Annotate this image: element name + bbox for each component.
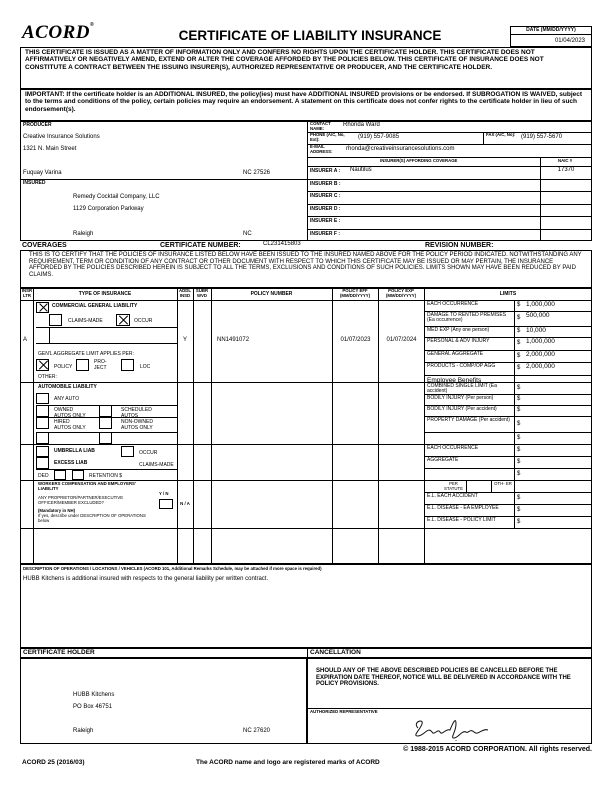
auth-rep-label: AUTHORIZED REPRESENTATIVE: [310, 709, 378, 714]
insured-name: Remedy Cocktail Company, LLC: [73, 194, 160, 200]
contact-email: rhonda@creativeinsurancesolutions.com: [346, 146, 455, 152]
col-subr: SUBR WVD: [195, 288, 209, 298]
limit-dollar: $: [517, 365, 521, 371]
limit-label: EACH OCCURRENCE: [427, 300, 479, 307]
insurer-label: INSURER C :: [310, 193, 341, 199]
naic-label: NAIC #: [558, 158, 573, 163]
limit-dollar: $: [517, 494, 521, 501]
coverages-label: COVERAGES: [22, 242, 67, 249]
limit-dollar: $: [517, 302, 521, 308]
footer-trademark: The ACORD name and logo are registered marks of ACORD: [196, 759, 380, 766]
workers-mandatory: (Mandatory in NH): [38, 508, 75, 513]
insured-address: 1129 Corporation Parkway: [73, 206, 144, 212]
insurers-header: INSURER(S) AFFORDING COVERAGE: [380, 158, 458, 163]
limit-dollar: $: [517, 396, 521, 402]
contact-name-label: CONTACT NAME:: [310, 121, 331, 131]
contact-name: Rhonda Ward: [343, 122, 380, 128]
claims-made-checkbox[interactable]: [49, 314, 62, 326]
ded-checkbox[interactable]: [54, 470, 66, 480]
insurer-naic: 17370: [557, 167, 575, 173]
limit-label: MED EXP (Any one person): [427, 326, 490, 333]
excess-checkbox[interactable]: [36, 457, 49, 469]
scheduled-autos-checkbox[interactable]: [99, 405, 112, 417]
oth-er: OTH- ER: [494, 481, 512, 486]
per-statute: PER STATUTE: [444, 481, 463, 491]
workers-title: WORKERS COMPENSATION AND EMPLOYERS' LIABILITY: [38, 481, 136, 491]
insurer-label: INSURER F :: [310, 230, 340, 237]
limit-label: E.L. DISEASE - EA EMPLOYEE: [427, 504, 499, 511]
insured-label: INSURED: [23, 180, 46, 186]
limit-dollar: $: [517, 518, 521, 525]
signature: [410, 714, 495, 742]
umbrella-occur-checkbox[interactable]: [121, 446, 134, 457]
hired-autos-checkbox[interactable]: [36, 417, 49, 429]
gl-claims-made-label: CLAIMS-MADE: [68, 318, 103, 324]
limit-value: 1,000,000: [526, 338, 555, 345]
limit-value: 500,000: [526, 312, 550, 319]
col-eff: POLICY EFF (MM/DD/YYYY): [339, 288, 371, 298]
limit-label: BODILY INJURY (Per person): [427, 394, 494, 401]
holder-state-zip: NC 27620: [243, 728, 271, 734]
contact-email-label: E-MAIL ADDRESS:: [310, 144, 333, 154]
cert-number-label: CERTIFICATE NUMBER:: [160, 242, 241, 249]
ded-label: DED: [38, 473, 49, 479]
notice-main: THIS CERTIFICATE IS ISSUED AS A MATTER OF INFORMATION ONLY AND CONFERS NO RIGHTS UPON THE CERTIFICATE HOLDER. THIS CERTIFICATE DOES NOT AFFIRMATIVELY OR NEGATIVELY AMEND, EXTEND OR ALTER THE COVERAGE AFFORDED BY THE POLICIES BELOW. THIS CERTIFICATE OF INSURANCE DOES NOT CONSTITUTE A CONTRACT BETWEEN THE ISSUING INSURER(S), AUTHORIZED REPRESENTATIVE OR PRODUCER, AND THE CERTIFICATE HOLDER.: [20, 47, 592, 89]
col-type: TYPE OF INSURANCE: [78, 291, 132, 297]
contact-fax: (919) 557-5670: [521, 134, 563, 140]
workers-proprietor-box[interactable]: [159, 499, 173, 509]
loc-checkbox[interactable]: [121, 359, 134, 371]
limit-dollar: $: [517, 328, 521, 334]
limit-label: EACH OCCURRENCE: [427, 444, 479, 451]
description-label: DESCRIPTION OF OPERATIONS / LOCATIONS / VEHICLES (ACORD 101, Additional Remarks Schedule, may be attached if more space is required): [23, 566, 322, 571]
non-owned-autos-checkbox[interactable]: [99, 417, 112, 429]
limit-dollar: $: [517, 458, 521, 465]
producer-name: Creative Insurance Solutions: [23, 134, 100, 140]
limit-label: COMBINED SINGLE LIMIT (Ea accident): [427, 382, 497, 394]
col-exp: POLICY EXP (MM/DD/YYYY): [385, 288, 417, 298]
gl-exp: 01/07/2024: [386, 337, 417, 343]
footer-copyright: © 1988-2015 ACORD CORPORATION. All rights reserved.: [403, 746, 592, 753]
gl-title: COMMERCIAL GENERAL LIABILITY: [52, 303, 138, 309]
gl-insr-ltr: A: [23, 337, 28, 343]
limit-label: PRODUCTS - COMP/OP AGG: [427, 362, 496, 369]
gl-occur-label: OCCUR: [134, 318, 153, 324]
gl-loc-label: LOC: [140, 364, 151, 370]
limit-dollar: $: [517, 470, 521, 477]
cert-number: CL231415803: [263, 241, 301, 247]
retention-label: RETENTION $: [89, 473, 123, 479]
non-owned-autos-label: NON-OWNED AUTOS ONLY: [121, 419, 153, 431]
any-auto-checkbox[interactable]: [36, 393, 49, 404]
limit-label: E.L. DISEASE - POLICY LIMIT: [427, 516, 496, 523]
cancellation-text: SHOULD ANY OF THE ABOVE DESCRIBED POLICIES BE CANCELLED BEFORE THE EXPIRATION DATE THEREOF, NOTICE WILL BE DELIVERED IN ACCORDANCE WITH THE POLICY PROVISIONS.: [316, 668, 571, 688]
cancellation-label: CANCELLATION: [310, 649, 361, 656]
limit-label: BODILY INJURY (Per accident): [427, 405, 497, 412]
holder-header: [20, 648, 592, 658]
hired-autos-label: HIRED AUTOS ONLY: [54, 419, 86, 431]
umbrella-label: UMBRELLA LIAB: [54, 448, 95, 454]
producer-state-zip: NC 27526: [243, 170, 271, 176]
gl-aggregate-label: GEN'L AGGREGATE LIMIT APPLIES PER:: [38, 351, 134, 357]
owned-autos-checkbox[interactable]: [36, 405, 49, 417]
umbrella-occur-label: OCCUR: [139, 450, 158, 456]
policy-checkbox[interactable]: [36, 359, 49, 371]
limit-label: PERSONAL & ADV INJURY: [427, 337, 490, 344]
contact-phone: (919) 557-9085: [358, 134, 400, 140]
scheduled-autos-label: SCHEDULED AUTOS: [121, 407, 152, 419]
limit-value: 2,000,000: [526, 363, 555, 370]
producer-label: PRODUCER: [23, 122, 52, 128]
col-policy-number: POLICY NUMBER: [250, 291, 293, 297]
insurer-label: INSURER A :: [310, 168, 341, 174]
any-auto-label: ANY AUTO: [54, 396, 80, 402]
limit-dollar: $: [517, 340, 521, 346]
producer-city: Fuquay Varina: [23, 170, 62, 176]
gl-other-label: OTHER:: [38, 374, 57, 380]
limit-label: PROPERTY DAMAGE (Per accident): [427, 416, 510, 423]
workers-describe: If yes, describe under DESCRIPTION OF OPERATIONS below: [38, 513, 146, 523]
limit-dollar: $: [517, 352, 521, 359]
gl-checkbox[interactable]: [36, 302, 49, 313]
project-checkbox[interactable]: [76, 359, 89, 371]
insurer-name: Nautilus: [350, 167, 372, 173]
limit-value: 2,000,000: [526, 351, 555, 358]
workers-yn: Y / N: [159, 491, 169, 496]
date-label: DATE (MM/DD/YYYY): [511, 27, 591, 35]
owned-autos-label: OWNED AUTOS ONLY: [54, 407, 86, 419]
acord-logo: ACORD®: [22, 22, 94, 43]
col-addl: ADDL INSD: [179, 288, 191, 298]
excess-label: EXCESS LIAB: [54, 460, 88, 466]
producer-insurer-block: [20, 121, 592, 241]
insurer-label: INSURER D :: [310, 205, 341, 212]
col-limits: LIMITS: [499, 291, 517, 297]
limit-label: Employee Benefits: [427, 377, 482, 384]
limit-label: AGGREGATE: [427, 456, 459, 463]
limit-value: 10,000: [526, 327, 546, 334]
gl-eff: 01/07/2023: [340, 337, 371, 343]
contact-fax-label: FAX (A/C, No):: [486, 132, 516, 137]
occur-checkbox[interactable]: [116, 314, 130, 326]
retention-checkbox[interactable]: [72, 470, 84, 480]
limit-dollar: $: [517, 315, 521, 321]
date-value: 01/04/2023: [554, 38, 585, 44]
auto-extra-checkbox-1[interactable]: [36, 432, 49, 444]
col-insr-ltr: INSR LTR: [21, 288, 33, 298]
insured-state: NC: [243, 231, 252, 237]
limit-value: 1,000,000: [526, 301, 555, 308]
insurer-label: INSURER E :: [310, 218, 341, 224]
gl-addl: Y: [182, 337, 187, 343]
holder-name: HUBB Kitchens: [73, 692, 115, 698]
auto-extra-checkbox-2[interactable]: [99, 432, 112, 444]
holder-address: PO Box 46751: [73, 704, 113, 710]
contact-phone-label: PHONE (A/C, No, Ext):: [310, 132, 345, 142]
date-box: [510, 26, 592, 47]
limit-dollar: $: [517, 384, 521, 391]
workers-proprietor: ANY PROPRIETOR/PARTNER/EXECUTIVE OFFICER/MEMBER EXCLUDED?: [38, 495, 124, 505]
gl-policy-number: NN1491072: [217, 337, 250, 343]
limit-dollar: $: [517, 420, 521, 427]
gl-policy-label: POLICY: [54, 364, 73, 370]
description-text: HUBB Kitchens is additional insured with respects to the general liability per written contract.: [23, 576, 269, 582]
limit-dollar: $: [517, 407, 521, 413]
producer-address: 1321 N. Main Street: [23, 146, 77, 152]
workers-na: N / A: [180, 501, 190, 506]
gl-project-label: PRO- JECT: [94, 359, 107, 371]
limit-dollar: $: [517, 446, 521, 453]
footer-form: ACORD 25 (2016/03): [22, 759, 85, 766]
auto-title: AUTOMOBILE LIABILITY: [38, 384, 97, 390]
insured-city: Raleigh: [73, 231, 94, 237]
holder-label: CERTIFICATE HOLDER: [23, 649, 95, 656]
form-title: CERTIFICATE OF LIABILITY INSURANCE: [178, 28, 442, 43]
insurer-label: INSURER B :: [310, 180, 341, 187]
limit-dollar: $: [517, 434, 521, 441]
umbrella-checkbox[interactable]: [36, 446, 49, 457]
limit-label: GENERAL AGGREGATE: [427, 350, 484, 357]
limit-label: DAMAGE TO RENTED PREMISES (Ea occurrence): [427, 311, 506, 323]
notice-important: IMPORTANT: If the certificate holder is an ADDITIONAL INSURED, the policy(ies) must have ADDITIONAL INSURED provisions or be endorsed. If SUBROGATION IS WAIVED, subject to the terms and conditions of the policy, certain policies may require an endorsement. A statement on this certificate does not confer rights to the certificate holder in lieu of such endorsement(s).: [20, 89, 592, 121]
holder-city: Raleigh: [73, 728, 94, 734]
limit-dollar: $: [517, 506, 521, 513]
umbrella-claims-made-label: CLAIMS-MADE: [139, 462, 174, 468]
coverage-statement: THIS IS TO CERTIFY THAT THE POLICIES OF INSURANCE LISTED BELOW HAVE BEEN ISSUED TO THE INSURED NAMED ABOVE FOR THE POLICY PERIOD INDICATED. NOTWITHSTANDING ANY REQUIREMENT, TERM OR CONDITION OF ANY CONTRACT OR OTHER DOCUMENT WITH RESPECT TO WHICH THIS CERTIFICATE MAY BE ISSUED OR MAY PERTAIN, THE INSURANCE AFFORDED BY THE POLICIES DESCRIBED HEREIN IS SUBJECT TO ALL THE TERMS, EXCLUSIONS AND CONDITIONS OF SUCH POLICIES. LIMITS SHOWN MAY HAVE BEEN REDUCED BY PAID CLAIMS.: [20, 250, 592, 288]
limit-label: E.L. EACH ACCIDENT: [427, 492, 478, 499]
revision-label: REVISION NUMBER:: [425, 242, 494, 249]
